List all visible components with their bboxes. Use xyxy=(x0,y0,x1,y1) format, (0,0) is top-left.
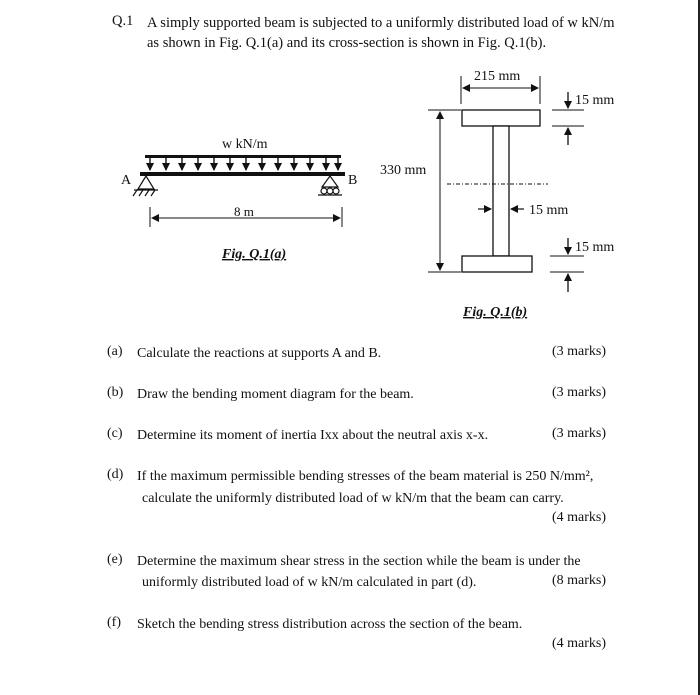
part-b-text: Draw the bending moment diagram for the beam. xyxy=(137,387,414,402)
question-number: Q.1 xyxy=(112,13,134,29)
part-b-label: (b) xyxy=(107,385,124,400)
top-flange-thickness-label: 15 mm xyxy=(575,93,615,108)
pin-support-a xyxy=(133,176,158,196)
part-d-marks: (4 marks) xyxy=(552,510,607,525)
beam-line xyxy=(140,172,345,176)
intro-line-1: A simply supported beam is subjected to a uniformly distributed load of w kN/m xyxy=(147,15,615,31)
figure-a-beam xyxy=(121,137,357,262)
part-d-text-line-1: If the maximum permissible bending stresses of the beam material is 250 N/mm², xyxy=(137,469,594,484)
part-c-label: (c) xyxy=(107,426,123,441)
udl-arrows xyxy=(150,157,338,170)
part-e-text-line-2: uniformly distributed load of w kN/m calculated in part (d). xyxy=(142,575,477,590)
part-b-marks: (3 marks) xyxy=(552,385,607,400)
part-d-text-line-2: calculate the uniformly distributed load of w kN/m that the beam can carry. xyxy=(142,491,564,506)
question-intro xyxy=(147,13,667,53)
span-label: 8 m xyxy=(234,204,254,219)
figure-b-section xyxy=(380,69,614,320)
web xyxy=(493,126,509,256)
part-d-label: (d) xyxy=(107,467,124,482)
bottom-flange-thickness-label: 15 mm xyxy=(575,240,615,255)
roller-support-b xyxy=(318,176,342,195)
part-a-text: Calculate the reactions at supports A and B. xyxy=(137,346,382,361)
part-c-marks: (3 marks) xyxy=(552,426,607,441)
figure-a-caption: Fig. Q.1(a) xyxy=(222,247,287,262)
depth-label: 330 mm xyxy=(380,163,427,178)
load-label: w kN/m xyxy=(222,137,268,152)
top-flange xyxy=(462,110,540,126)
figures xyxy=(0,60,700,325)
part-a-label: (a) xyxy=(107,344,123,359)
part-e-label: (e) xyxy=(107,552,123,567)
support-a-label: A xyxy=(121,173,132,188)
part-e-text-line-1: Determine the maximum shear stress in the section while the beam is under the xyxy=(137,554,581,569)
flange-width-label: 215 mm xyxy=(474,69,521,84)
bottom-flange xyxy=(462,256,532,272)
part-f-label: (f) xyxy=(107,615,121,630)
web-thickness-label: 15 mm xyxy=(529,203,569,218)
intro-line-2: as shown in Fig. Q.1(a) and its cross-section is shown in Fig. Q.1(b). xyxy=(147,35,547,51)
support-b-label: B xyxy=(348,173,358,188)
part-f-marks: (4 marks) xyxy=(552,636,607,651)
figure-b-caption: Fig. Q.1(b) xyxy=(463,305,528,320)
part-c-text: Determine its moment of inertia Ixx about the neutral axis x-x. xyxy=(137,428,489,443)
udl-top-line xyxy=(145,155,341,158)
part-f-text: Sketch the bending stress distribution across the section of the beam. xyxy=(137,617,523,632)
part-a-marks: (3 marks) xyxy=(552,344,607,359)
part-e-marks: (8 marks) xyxy=(552,573,607,588)
